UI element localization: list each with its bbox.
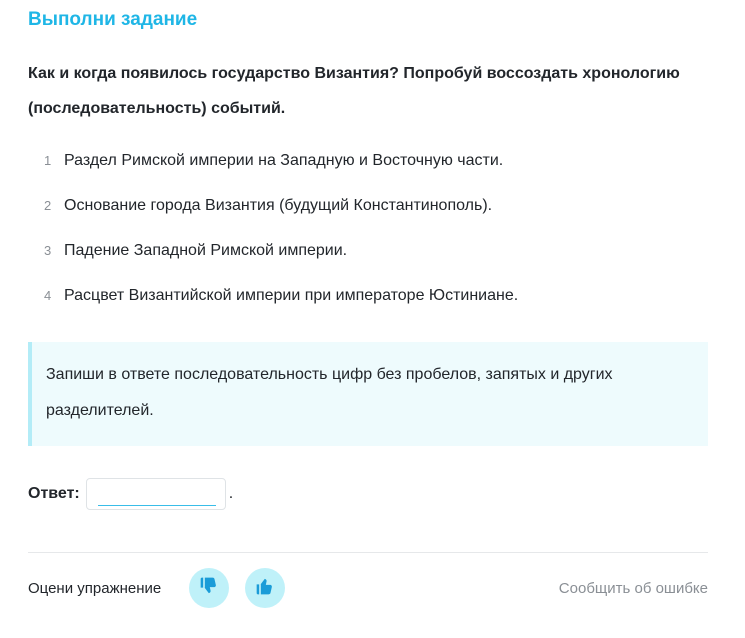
thumbs-down-icon	[199, 576, 219, 601]
event-number: 4	[44, 288, 52, 303]
event-number: 2	[44, 198, 52, 213]
events-list	[28, 145, 708, 325]
thumbs-up-icon	[255, 576, 275, 601]
rate-exercise-label: Оцени упражнение	[28, 580, 162, 597]
event-text: Основание города Византия (будущий Константинополь).	[64, 197, 493, 214]
answer-label: Ответ:	[28, 485, 80, 502]
event-text: Падение Западной Римской империи.	[64, 242, 348, 259]
answer-box	[86, 478, 226, 510]
answer-input[interactable]	[98, 485, 216, 506]
answer-trailing-dot: .	[228, 485, 234, 502]
hint-box	[28, 342, 708, 446]
dislike-button[interactable]	[189, 568, 229, 608]
event-text: Раздел Римской империи на Западную и Восточную части.	[64, 152, 504, 169]
event-item	[28, 190, 708, 235]
task-question: Как и когда появилось государство Византия? Попробуй воссоздать хронологию (последовательность) событий.	[28, 65, 680, 117]
task-title: Выполни задание	[28, 9, 198, 30]
report-error-link[interactable]: Сообщить об ошибке	[558, 580, 708, 597]
event-item	[28, 235, 708, 280]
event-item	[28, 145, 708, 190]
event-number: 1	[44, 153, 52, 168]
event-item	[28, 280, 708, 325]
answer-row	[28, 476, 233, 512]
footer-divider	[28, 552, 708, 553]
like-button[interactable]	[245, 568, 285, 608]
event-text: Расцвет Византийской империи при императоре Юстиниане.	[64, 287, 519, 304]
hint-text: Запиши в ответе последовательность цифр без пробелов, запятых и других разделителей.	[46, 366, 613, 419]
feedback-footer	[28, 568, 708, 610]
event-number: 3	[44, 243, 52, 258]
